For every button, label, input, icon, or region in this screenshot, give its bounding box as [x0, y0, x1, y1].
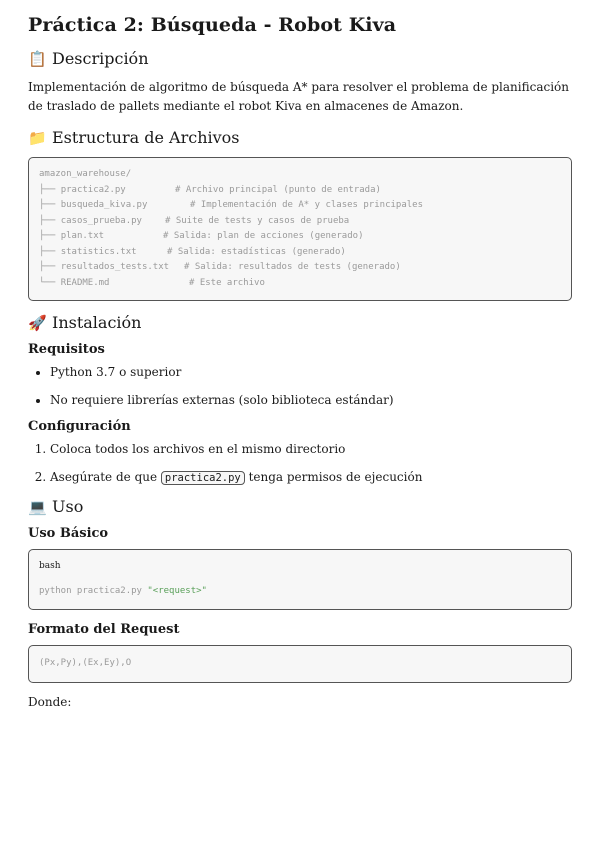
list-item: 1. Coloca todos los archivos en el mismo directorio: [50, 442, 572, 456]
page-title: Práctica 2: Búsqueda - Robot Kiva: [28, 14, 397, 36]
tree-line: [39, 214, 561, 230]
configuracion-list: [28, 442, 572, 485]
tree-comment: # Salida: resultados de tests (generado): [184, 262, 401, 272]
tree-comment: # Implementación de A* y clases principales: [190, 200, 423, 210]
request-format-example: (Px,Py),(Ex,Ey),O: [39, 658, 132, 668]
uso-heading-text: Uso: [52, 497, 84, 516]
list-item: [50, 470, 572, 485]
clipboard-icon: 📋: [28, 49, 47, 68]
bash-command: [39, 584, 561, 600]
requisitos-list: [28, 365, 572, 407]
list-item: • Python 3.7 o superior: [50, 365, 572, 379]
configuracion-heading: Configuración: [28, 419, 131, 434]
list-item: • No requiere librerías externas (solo biblioteca estándar): [50, 393, 572, 407]
tree-entry: [39, 276, 189, 292]
tree-file-name: statistics.txt: [60, 246, 137, 257]
tree-entry: [39, 260, 184, 276]
section-heading-uso: [28, 497, 572, 516]
section-heading-estructura: [28, 128, 572, 147]
tree-prefix: ├──: [39, 231, 61, 241]
tree-line: [39, 229, 561, 245]
tree-entry: [39, 214, 165, 230]
tree-file-name: resultados_tests.txt: [60, 262, 170, 272]
tree-prefix: ├──: [39, 184, 61, 195]
tree-entry: [39, 198, 190, 214]
descripcion-heading-text: Descripción: [52, 49, 149, 68]
bash-command-text: python practica2.py: [39, 585, 148, 596]
tree-file-name: plan.txt: [60, 231, 105, 241]
tree-root: amazon_warehouse/: [39, 169, 132, 179]
laptop-icon: 💻: [28, 497, 47, 516]
tree-prefix: ├──: [39, 200, 61, 210]
tree-line: [39, 260, 561, 276]
tree-line: [39, 198, 561, 214]
tree-prefix: └──: [39, 277, 61, 288]
tree-file-name: busqueda_kiva.py: [60, 200, 148, 210]
section-heading-instalacion: [28, 313, 572, 332]
tree-entry: [39, 245, 167, 261]
tree-prefix: ├──: [39, 215, 61, 226]
uso-basico-heading: Uso Básico: [28, 526, 109, 541]
tree-prefix: ├──: [39, 246, 61, 257]
bash-command-arg: "<request>": [147, 585, 207, 596]
tree-line: [39, 276, 561, 292]
tree-comment: # Suite de tests y casos de prueba: [165, 215, 350, 226]
section-heading-descripcion: [28, 49, 572, 68]
tree-comment: # Este archivo: [189, 277, 265, 288]
tree-comment: # Salida: plan de acciones (generado): [163, 231, 364, 241]
tree-entry: [39, 183, 175, 199]
tree-file-name: README.md: [60, 277, 110, 288]
bash-code-block: [28, 549, 572, 610]
request-format-code-block: [28, 645, 572, 683]
tree-comment: # Archivo principal (punto de entrada): [175, 184, 381, 195]
donde-text: Donde:: [28, 694, 72, 709]
tree-line: [39, 183, 561, 199]
tree-file-name: practica2.py: [60, 184, 126, 195]
tree-prefix: ├──: [39, 262, 61, 272]
formato-heading: Formato del Request: [28, 622, 180, 637]
config-text-after: tenga permisos de ejecución: [244, 470, 423, 484]
rocket-icon: 🚀: [28, 313, 47, 332]
code-language-label: bash: [39, 561, 61, 571]
folder-icon: 📁: [28, 128, 47, 147]
requisitos-heading: Requisitos: [28, 342, 105, 357]
tree-file-name: casos_prueba.py: [60, 215, 142, 226]
instalacion-heading-text: Instalación: [52, 313, 142, 332]
config-text-before: Asegúrate de que: [50, 470, 161, 484]
tree-entry: [39, 229, 163, 245]
tree-line: [39, 245, 561, 261]
descripcion-text: Implementación de algoritmo de búsqueda A* para resolver el problema de planificación de traslado de pallets mediante el robot Kiva en almacenes de Amazon.: [28, 80, 569, 113]
tree-comment: # Salida: estadísticas (generado): [167, 246, 346, 257]
file-tree-code-block: [28, 157, 572, 301]
estructura-heading-text: Estructura de Archivos: [52, 128, 240, 147]
inline-code-filename: practica2.py: [161, 471, 245, 485]
